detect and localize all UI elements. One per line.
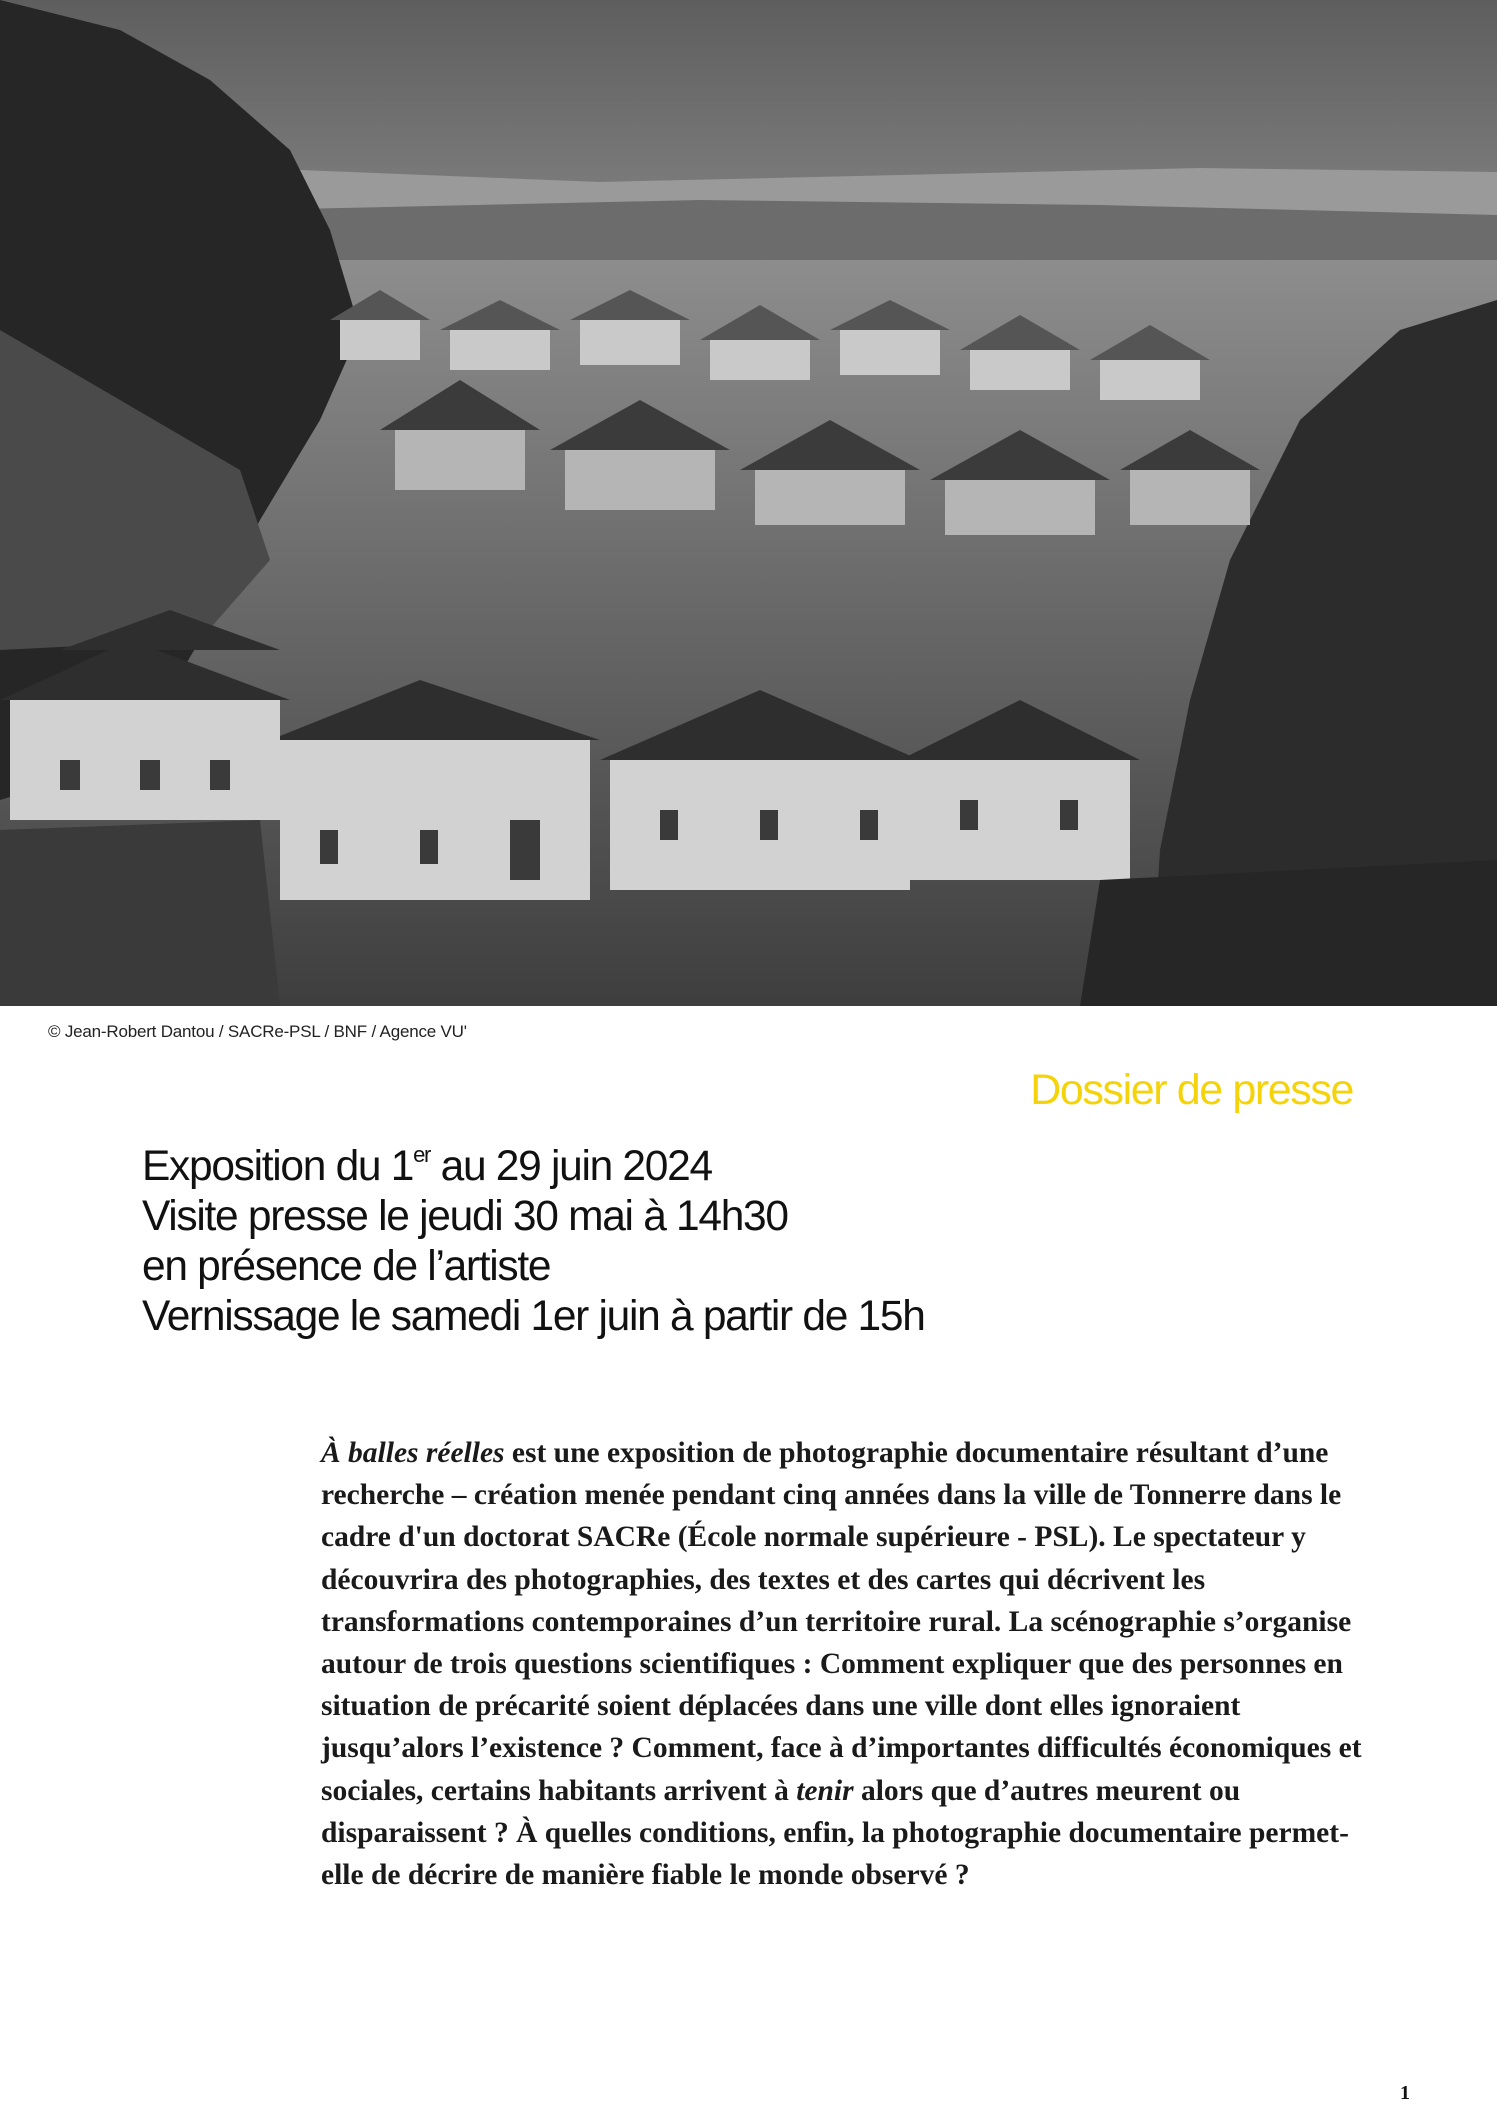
opening-reception: Vernissage le samedi 1er juin à partir de 15h <box>142 1293 925 1340</box>
cover-photo <box>0 0 1497 1006</box>
artist-presence: en présence de l’artiste <box>142 1243 551 1290</box>
exhibition-dates-end: au 29 juin 2024 <box>430 1143 712 1190</box>
town-rooftops-photo <box>0 0 1497 1006</box>
exhibition-summary <box>321 1432 1371 1896</box>
photo-credit: © Jean-Robert Dantou / SACRe-PSL / BNF / Agence VU' <box>48 1022 467 1041</box>
exhibition-dates-start: Exposition du 1 <box>142 1143 414 1190</box>
press-visit: Visite presse le jeudi 30 mai à 14h30 <box>142 1193 788 1240</box>
summary-italic-word: tenir <box>796 1774 854 1807</box>
summary-text-1: est une exposition de photographie documentaire résultant d’une recherche – création menée pendant cinq années dans la ville de Tonnerre dans le cadre d'un doctorat SACRe (École normale supérieure - PSL). Le spectateur y découvrira des photographies, des textes et des cartes qui décrivent les transformations contemporaines d’un territoire rural. La scénographie s’organise autour de trois questions scientifiques : Comment expliquer que des personnes en situation de précarité soient déplacées dans une ville dont elles ignoraient jusqu’alors l’existence ? Comment, face à d’importantes difficultés économiques et sociales, certains habitants arrivent à <box>321 1437 1362 1807</box>
summary-text-2: alors que d’autres meurent ou disparaissent ? À quelles conditions, enfin, la photographie documentaire permet-elle de décrire de manière fiable le monde observé ? <box>321 1774 1349 1892</box>
exhibition-dates <box>142 1142 925 1192</box>
ordinal-suffix: er <box>413 1142 431 1167</box>
page-number: 1 <box>1400 2082 1410 2104</box>
event-info <box>142 1142 925 1342</box>
exhibition-title: À balles réelles <box>321 1437 505 1469</box>
press-kit-label: Dossier de presse <box>1030 1066 1353 1114</box>
